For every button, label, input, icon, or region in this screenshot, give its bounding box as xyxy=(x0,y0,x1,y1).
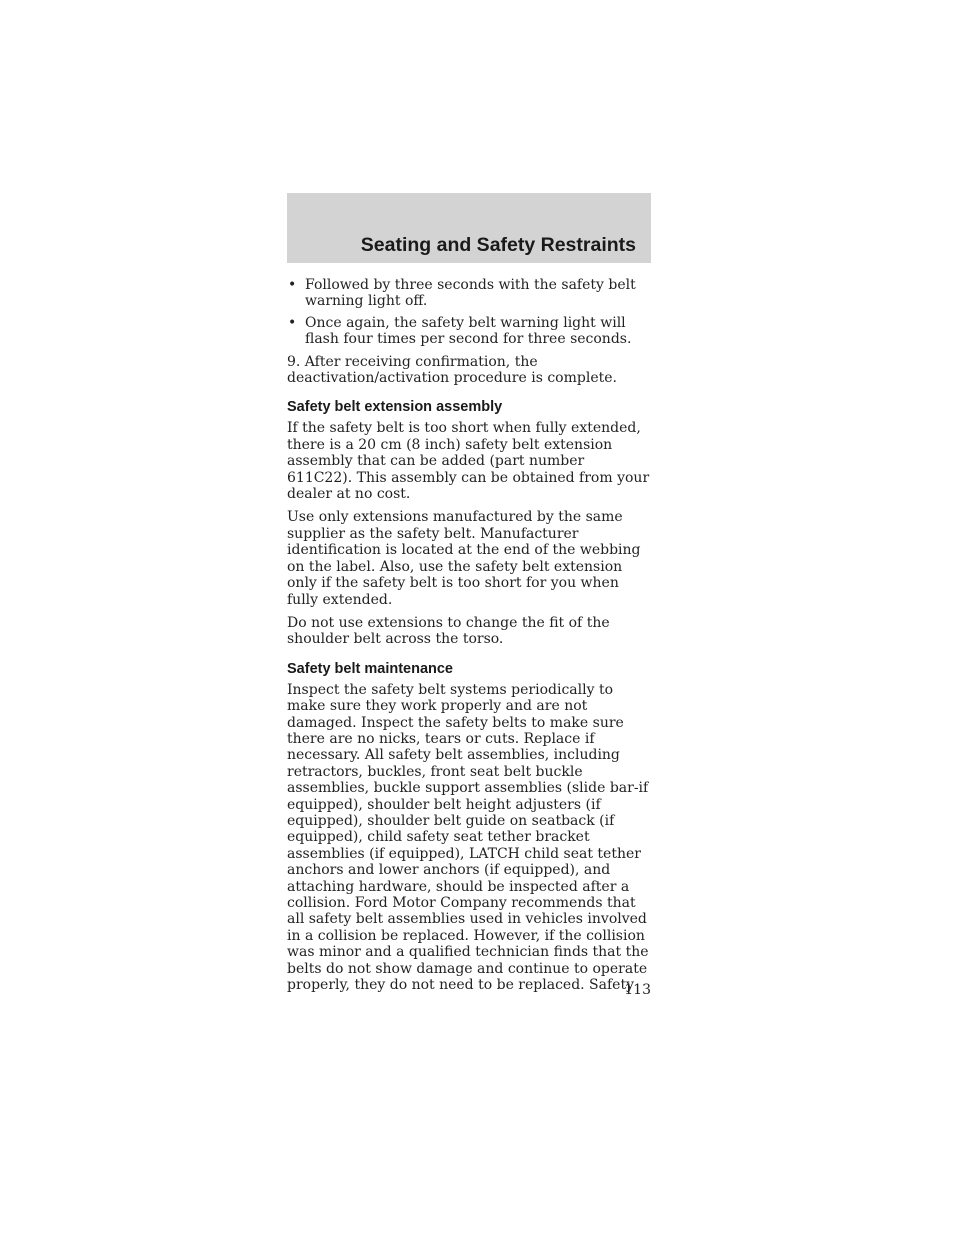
paragraph: Inspect the safety belt systems periodically to make sure they work properly and are not damaged. Inspect the safety belts to make sure there are no nicks, tears or cuts. Replace if necessary. All safety belt assemblies, including retractors, buckles, front seat belt buckle assemblies, buckle support assemblies (slide bar-if equipped), shoulder belt height adjusters (if equipped), shoulder belt guide on seatback (if equipped), child safety seat tether bracket assemblies (if equipped), LATCH child seat tether anchors and lower anchors (if equipped), and attaching hardware, should be inspected after a collision. Ford Motor Company recommends that all safety belt assemblies used in vehicles involved in a collision be replaced. However, if the collision was minor and a qualified technician finds that the belts do not show damage and continue to operate properly, they do not need to be replaced. Safety xyxy=(287,681,649,994)
page-body xyxy=(287,277,653,1000)
heading-extension-assembly: Safety belt extension assembly xyxy=(287,399,503,416)
paragraph: If the safety belt is too short when fully extended, there is a 20 cm (8 inch) safety belt extension assembly that can be added (part number 611C22). This assembly can be obtained from your dealer at no cost. xyxy=(287,420,650,503)
section-header-band xyxy=(287,193,651,263)
paragraph: Do not use extensions to change the fit of the shoulder belt across the torso. xyxy=(287,614,610,648)
page-number: 113 xyxy=(624,982,651,998)
bullet-dot-icon: • xyxy=(288,314,297,331)
bullet-text: Once again, the safety belt warning light will flash four times per second for three seconds. xyxy=(305,314,632,348)
heading-belt-maintenance: Safety belt maintenance xyxy=(287,660,453,677)
bullet-item xyxy=(287,315,653,348)
section-title: Seating and Safety Restraints xyxy=(360,234,636,256)
bullet-item xyxy=(287,277,653,310)
bullet-text: Followed by three seconds with the safety belt warning light off. xyxy=(305,277,636,310)
paragraph: Use only extensions manufactured by the same supplier as the safety belt. Manufacturer identification is located at the end of the webbing on the label. Also, use the safety belt extension only if the safety belt is too short for you when fully extended. xyxy=(287,509,641,608)
step-9-text: 9. After receiving confirmation, the deactivation/activation procedure is complete. xyxy=(287,353,617,387)
bullet-dot-icon: • xyxy=(288,277,297,293)
